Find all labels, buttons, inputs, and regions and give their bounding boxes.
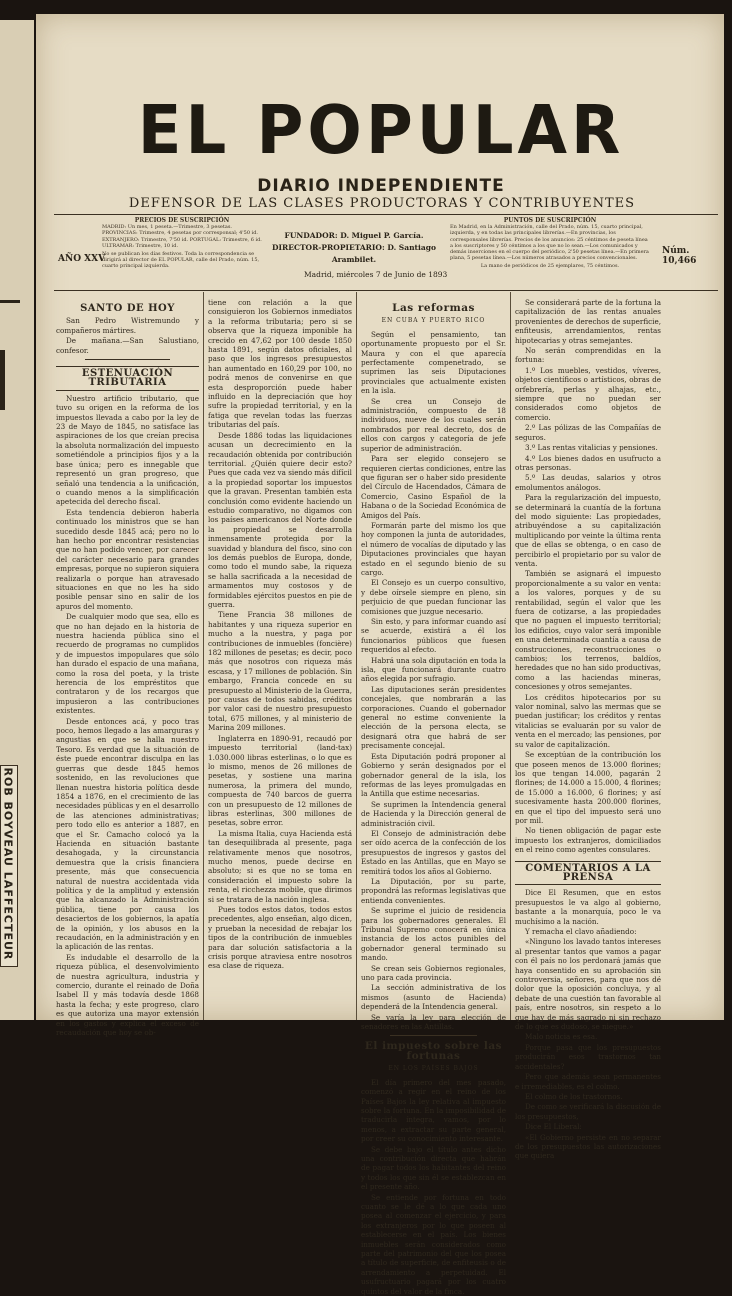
- paragraph: Desde entonces acá, y poco tras poco, hemos llegado a las amarguras y angustias en que se halla nuestro Tesoro. Es verdad que la situación de éste puede encontrar disculpa en las guerras que desde 1845 hemos sostenido, en las revoluciones que llenan nuestra historia política desde 1854 a 1876, en el crecimiento de las necesidades públicas y en el desarrollo de las atenciones administrativas; pero todo ello es anterior a 1887, en que el Sr. Camacho colocó ya la Hacienda en situación bastante desahogada, y la circunstancia demuestra que la crisis financiera presente, más que consecuencia natural de nuestra accidentada vida política y de la amplitud y extensión que ha alcanzado la Administración pública, tiene por causa los desaciertos de los gobiernos, la apatía de la opinión, y los abusos en la recaudación, en la administración y en la aplicación de las rentas.: [56, 716, 199, 952]
- paragraph: Porque pasa que los presupuestos producirán esos trastornos tan accidentales?: [515, 1042, 661, 1071]
- paragraph: Tiene Francia 38 millones de habitantes y una riqueza superior en mucho a la nuestra, y paga por contribuciones de inmuebles (foncière) 182 millones de pesetas; es decir, poco más que nosotros con riqueza más escasa, y 17 millones de población. Sin embargo, Francia concede en su presupuesto al Ministerio de la Guerra, por causas de todos sabidas, créditos por valor casi de nuestro presupuesto total, 675 millones, y al ministerio de Marina 209 millones.: [208, 610, 352, 733]
- paragraph: tiene con relación a la que consiguieron los Gobiernos inmediatos a la reforma tributaria; pero si se observa que la riqueza imponible ha crecido en 47,62 por 100 desde 1850 hasta 1891, según datos oficiales, al paso que los ingresos presupuestos han aumentado en 160,29 por 100, no podrá menos de convenirse en que esta desproporción puede haber influido en la depreciación que hoy sufre la propiedad territorial, y en la fatiga que revelan todas las fuerzas tributarias del país.: [208, 298, 352, 430]
- founder-block: [264, 230, 444, 266]
- subscription-prices-text: MADRID: Un mes, 1 peseta.—Trimestre, 3 pesetas. PROVINCIAS: Trimestre, 4 pesetas por corresponsal; 4'50 id. EXTRANJERO: Trimestre, 7'50 id. PORTUGAL: Trimestre, 6 id. ULTRAMAR: Trimestre, 10 id.: [102, 224, 262, 249]
- subscription-points: [450, 218, 650, 270]
- subscription-points-title: PUNTOS DE SUSCRIPCIÓN: [503, 217, 597, 224]
- column-divider: [203, 292, 204, 1020]
- paragraph: 4.º Los bienes dados en usufructo a otras personas.: [515, 453, 661, 472]
- paragraph: Se suprimen la Intendencia general de Hacienda y la Dirección general de administración civil.: [361, 799, 506, 828]
- paragraph: Sin esto, y para informar cuando así se acuerde, existirá a él los funcionarios públicos que fuesen requeridos al efecto.: [361, 617, 506, 655]
- paragraph: El Consejo es un cuerpo consultivo, y debe oírsele siempre en pleno, sin perjuicio de que puedan funcionar las comisiones que juzgue necesario.: [361, 578, 506, 616]
- paragraph: Habrá una sola diputación en toda la isla, que funcionará durante cuatro años elegida por sufragio.: [361, 655, 506, 684]
- paragraph: La misma Italia, cuya Hacienda está tan desequilibrada al presente, paga relativamente menos que nosotros, mucho menos, puede decirse en absoluto; si es que no se toma en consideración el impuesto sobre la renta, el ricchezza mobile, que dirimos si se tratara de la nación inglesa.: [208, 828, 352, 904]
- paragraph: También se asignará el impuesto proporcionalmente a su valor en venta: a los valores, porques y de su rentabilidad, según el valor que les fuera de cotizarse, a las propiedades que no paguen el impuesto territorial; los edificios, cuyo valor será imponible en una determinada cuantía a causa de construcciones, reconstrucciones o cambios; los terrenos, baldíos, heredades que no han sido productivas, como a las haciendas mineras, concesiones y otros semejantes.: [515, 569, 661, 692]
- paragraph: Los créditos hipotecarios por su valor nominal, salvo las mermas que se puedan justificar; los créditos y rentas vitalicias se evaluarán por su valor de venta en el mercado; las pensiones, por su valor de capitalización.: [515, 692, 661, 749]
- masthead-subtitle: DIARIO INDEPENDIENTE: [257, 176, 505, 196]
- column-4: [515, 298, 661, 1161]
- spine-advert: [0, 765, 18, 967]
- founder-line: FUNDADOR: D. Miguel P. García.: [284, 231, 424, 240]
- issue-number: Núm. 10,466: [662, 246, 697, 266]
- paragraph: Inglaterra en 1890-91, recaudó por impuesto territorial (land-tax) 1.030.000 libras esterlinas, o lo que es lo mismo, menos de 26 millones de pesetas, y sostiene una marina numerosa, la primera del mundo, compuesta de 740 barcos de guerra con un presupuesto de 12 millones de libras esterlinas, 300 millones de pesetas, sobre error.: [208, 733, 352, 828]
- newspaper-page: [36, 14, 724, 1296]
- paragraph: Para ser elegido consejero se requieren ciertas condiciones, entre las que figuran ser o haber sido presidente del Círculo de Hacendados, Cámara de Comercio, Casino Español de la Habana o de la Sociedad Económica de Amigos del País.: [361, 454, 506, 520]
- paragraph: Se debe bajo el título antes dicho una contribución directa que habrán de pagar todos los habitantes del reino y todos los que sin él se establezcan en el presente año.: [361, 1144, 506, 1192]
- subscription-prices: [102, 218, 262, 270]
- paragraph: «Ninguno los lavado tantos intereses al presentar tantos que vamos a pagar con él país no los perdonará jamás que haya consentido en su aprobación sin controversia, señores, para que nos dé dolor que la oposición concluya, y al debate de una cuestión tan favorable al país, entre nosotros, sin respeto a lo que hay de más sagrado ni sin rechazo de lo que es dudoso, se niegue.»: [515, 937, 661, 1032]
- paragraph: Se considerará parte de la fortuna la capitalización de las rentas anuales provenientes de derechos de superficie, enfiteusis, arrendamientos, rentas hipotecarias y otras semejantes.: [515, 298, 661, 345]
- paragraph: De como se verificará la discusión de los presupuestos,: [515, 1102, 661, 1121]
- paragraph: Desde 1886 todas las liquidaciones acusan un decrecimiento en la recaudación obtenida por contribución territorial. ¿Quién quiere decir esto? Pues que cada vez va siendo más difícil a la propiedad soportar los impuestos que la gravan. Presentan también esta conclusión como evidente haciendo un estudio comparativo, no digamos con los países americanos del Norte donde la propiedad se desarrolla inmensamente protegida por la suavidad y blandura del fisco, sino con los demás pueblos de Europa, donde, como todo el mundo sabe, la riqueza se halla sacrificada a la necesidad de armamentos muy costosos y de formidables ejércitos puestos en pie de guerra.: [208, 430, 352, 609]
- director-line: DIRECTOR-PROPIETARIO: D. Santiago Arambilet.: [272, 243, 436, 264]
- paragraph: Malo noticia es esa.: [525, 1032, 598, 1042]
- paragraph: Nuestro artificio tributario, que tuvo su origen en la reforma de los impuestos llevada a cabo por la ley de 23 de Mayo de 1845, no satisface las aspiraciones de los que creían precisa la absoluta normalización del impuesto sometiéndole a principios fijos y a la base única; pero es innegable que representó un gran progreso, que señaló una tendencia a la unificación, o cuando menos a la simplificación apetecida del derecho fiscal.: [56, 393, 199, 507]
- article-heading: ESTENUACIÓN TRIBUTARIA: [56, 366, 199, 391]
- comments-heading: COMENTARIOS A LA PRENSA: [515, 861, 661, 886]
- subscription-points-text: En Madrid, en la Administración, calle del Prado, núm. 15, cuarto principal, izquierda, y en todas las principales librerías.—En provincias, los corresponsales librerías. Precios de los anuncios: 25 céntimos de peseta línea a los suscriptores y 50 céntimos a los que no lo sean.—Los comunicados y demás inserciones en el cuerpo del periódico, 2'50 pesetas línea.—En primera plana, 5 pesetas línea.—Los números atrasados a precios convencionales.: [450, 224, 649, 262]
- paragraph: Dice El Liberal:: [525, 1122, 582, 1132]
- paragraph: Se crean seis Gobiernos regionales, uno para cada provincia.: [361, 963, 506, 983]
- column-2: [208, 298, 352, 1020]
- year-label: AÑO XXV: [58, 254, 106, 264]
- saint-heading: SANTO DE HOY: [80, 303, 175, 314]
- paragraph: Se crea un Consejo de administración, compuesto de 18 individuos, nueve de los cuales serán nombrados por real decreto, dos de ellos con cargos y categoría de jefe superior de administración.: [361, 396, 506, 453]
- paragraph: Esta tendencia debieron haberla continuado los ministros que se han sucedido desde 1845 acá; pero no lo han hecho por encontrar resistencias que no han podido vencer, por carecer del carácter necesario para grandes empresas, porque no supieron siquiera realizarla o porque han atravesado situaciones en que no les ha sido posible pensar sino en salir de los apuros del momento.: [56, 507, 199, 611]
- paragraph: El día primero del mes pasado, comenzó a regir en el reino de los Países Bajos la ley relativa al impuesto sobre la fortuna. En la imposibilidad de traducirla íntegra, vamos, por lo menos, a extractar su parte general, por creer su conocimiento interesante.: [361, 1077, 506, 1144]
- left-page-bar: [0, 350, 5, 410]
- paragraph: Esta Diputación podrá proponer al Gobierno y serán designados por el gobernador general de la isla, los reformas de las leyes promulgadas en la Antilla que estime necesarias.: [361, 751, 506, 799]
- paragraph: No tienen obligación de pagar este impuesto los extranjeros, domiciliados en el reino como agentes consulares.: [515, 826, 661, 855]
- paragraph: 5.º Las deudas, salarios y otros emolumentos análogos.: [515, 473, 661, 492]
- column-1: [56, 298, 199, 1038]
- paragraph: 2.º Las pólizas de las Compañías de seguros.: [515, 423, 661, 442]
- issue-date: Madrid, miércoles 7 de Junio de 1893: [304, 270, 448, 279]
- saint-text-tomorrow: De mañana.—San Salustiano, confesor.: [56, 336, 199, 355]
- paragraph: Se entiende por fortuna en todo cuanto se le dé a lo que cada uno posea al comenzar el ejercicio, y para los extranjeros por lo que poseen al establecerse en el país. Los bienes inmuebles serán considerados como parte del patrimonio del que los posea a título de superficie, de enfiteusis o de arrendamiento a perpetuidad. El usufructuario pagará por los cuatro quintos del valor de la finca.: [361, 1192, 506, 1296]
- spine-advert-text: ROB BOYVEAU LAFFECTEUR: [1, 767, 15, 961]
- masthead-motto: DEFENSOR DE LAS CLASES PRODUCTORAS Y CONTRIBUYENTES: [128, 196, 636, 211]
- paragraph: Se exceptúan de la contribución los que poseen menos de 13.000 florines; los que tengan 14.000, pagarán 2 florines; de 14.000 a 15.000, 4 florines; de 15.000 a 16.000, 6 florines; y así sucesivamente hasta 200.000 florines, en que el tipo del impuesto será uno por mil.: [515, 750, 661, 825]
- masthead-title: EL POPULAR: [137, 92, 625, 170]
- paragraph: 1.º Los muebles, vestidos, víveres, objetos científicos o artísticos, obras de orfebrería, perlas y alhajas, etc., siempre que no puedan ser considerados como objetos de comercio.: [515, 365, 661, 422]
- paragraph: La Diputación, por su parte, propondrá las reformas legislativas que entienda convenientes.: [361, 876, 506, 905]
- print-run-note: La mano de periódicos de 25 ejemplares, 75 céntimos.: [480, 263, 620, 270]
- paragraph: El colmo de los trastornos.: [525, 1091, 623, 1101]
- divider: [85, 359, 171, 360]
- article-heading: El impuesto sobre las fortunas: [364, 1040, 503, 1062]
- paragraph: Según el pensamiento, tan oportunamente propuesto por el Sr. Maura y con el que aparecía perfectamente compenetrado, se suprimen las seis Diputaciones provinciales que actualmente existen en la isla.: [361, 329, 506, 396]
- paragraph: Se suprime el juicio de residencia para los gobernadores generales. El Tribunal Supremo conocerá en única instancia de los actos punibles del gobernador general terminado su mando.: [361, 906, 506, 963]
- paragraph: Pues todos estos datos, todos estos precedentes, algo enseñan, algo dicen, y prueban la necesidad de rebajar los tipos de la contribución de inmuebles para dar solución satisfactoria a la crisis porque atraviesa entre nosotros esa clase de riqueza.: [208, 905, 352, 971]
- paragraph: De cualquier modo que sea, ello es que no han dejado en la historia de nuestra hacienda pública sino el recuerdo de programas no cumplidos y de impuestos impopulares que sólo han durado el espacio de una mañana, como la rosa del poeta, y la triste herencia de los empréstitos que contrataron y de los recargos que impusieron a las contribuciones existentes.: [56, 612, 199, 716]
- column-divider: [356, 292, 357, 1020]
- paragraph: Dice El Resumen, que en estos presupuestos le va algo al gobierno, bastante a la monarquía, poco le va muchísimo a la nación.: [515, 888, 661, 926]
- column-divider: [510, 292, 511, 1020]
- paragraph: «El Gobierno persiste en no separar de los presupuestos las autorizaciones que quiera: [515, 1132, 661, 1161]
- column-3: [361, 298, 506, 1296]
- divider: [390, 1035, 477, 1036]
- article-subheading: EN CUBA Y PUERTO RICO: [381, 317, 486, 325]
- left-page-edge: [0, 20, 34, 1020]
- paragraph: Las diputaciones serán presidentes concejales, que nombrarán a las corporaciones. Cuando el gobernador general no estime conveniente la elección de la persona electa, se designará otra que habrá de ser precisamente concejal.: [361, 684, 506, 751]
- paragraph: 3.º Las rentas vitalicias y pensiones.: [525, 443, 658, 453]
- paragraph: No serán comprendidas en la fortuna:: [515, 346, 661, 365]
- saint-text: San Pedro Wistremundo y compañeros mártires.: [56, 316, 199, 335]
- article-subheading: EN LOS PAÍSES BAJOS: [388, 1065, 479, 1073]
- subscription-note: No se publican los días festivos. Toda la correspondencia se dirigirá al director de EL POPULAR, calle del Prado, núm. 15, cuarto principal izquierda.: [102, 251, 260, 270]
- paragraph: Se varía la ley para elección de senadores en las Antillas.: [361, 1012, 506, 1032]
- paragraph: Pero que además sean permanentes e irremediables, es el colmo.: [515, 1072, 661, 1091]
- masthead-rule: [54, 214, 718, 215]
- paragraph: Para la regularización del impuesto, se determinará la cuantía de la fortuna del modo siguiente: Las propiedades, atribuyéndose a su capitalización multiplicando por veinte la última renta que de ellas se obtenga, o en caso de percibirlo el propietario por su valor de venta.: [515, 493, 661, 568]
- left-page-rule: [0, 300, 20, 303]
- header-rule: [54, 290, 718, 291]
- paragraph: Y remacha el clavo añadiendo:: [525, 927, 637, 936]
- article-heading: Las reformas: [392, 302, 475, 314]
- paragraph: Formarán parte del mismo los que hoy componen la junta de autoridades, el número de vocalías de diputado y las Diputaciones provinciales que hayan estado en el segundo bienio de su cargo.: [361, 520, 506, 577]
- paragraph: La sección administrativa de los mismos (asunto de Hacienda) dependerá de la Intendencia general.: [361, 983, 506, 1012]
- paragraph: Es indudable el desarrollo de la riqueza pública, el desenvolvimiento de nuestra agricultura, industria y comercio, durante el reinado de Doña Isabel II y más todavía desde 1868 hasta la fecha; y este progreso, claro es que autoriza una mayor extensión en los gastos y explica el exceso de recaudación que hoy se ob-: [56, 952, 199, 1038]
- paragraph: El Consejo de administración debe ser oído acerca de la confección de los presupuestos de ingresos y gastos del Estado en las Antillas, que en Mayo se remitirá todos los años al Gobierno.: [361, 828, 506, 876]
- subscription-prices-title: PRECIOS DE SUSCRIPCIÓN: [134, 217, 230, 224]
